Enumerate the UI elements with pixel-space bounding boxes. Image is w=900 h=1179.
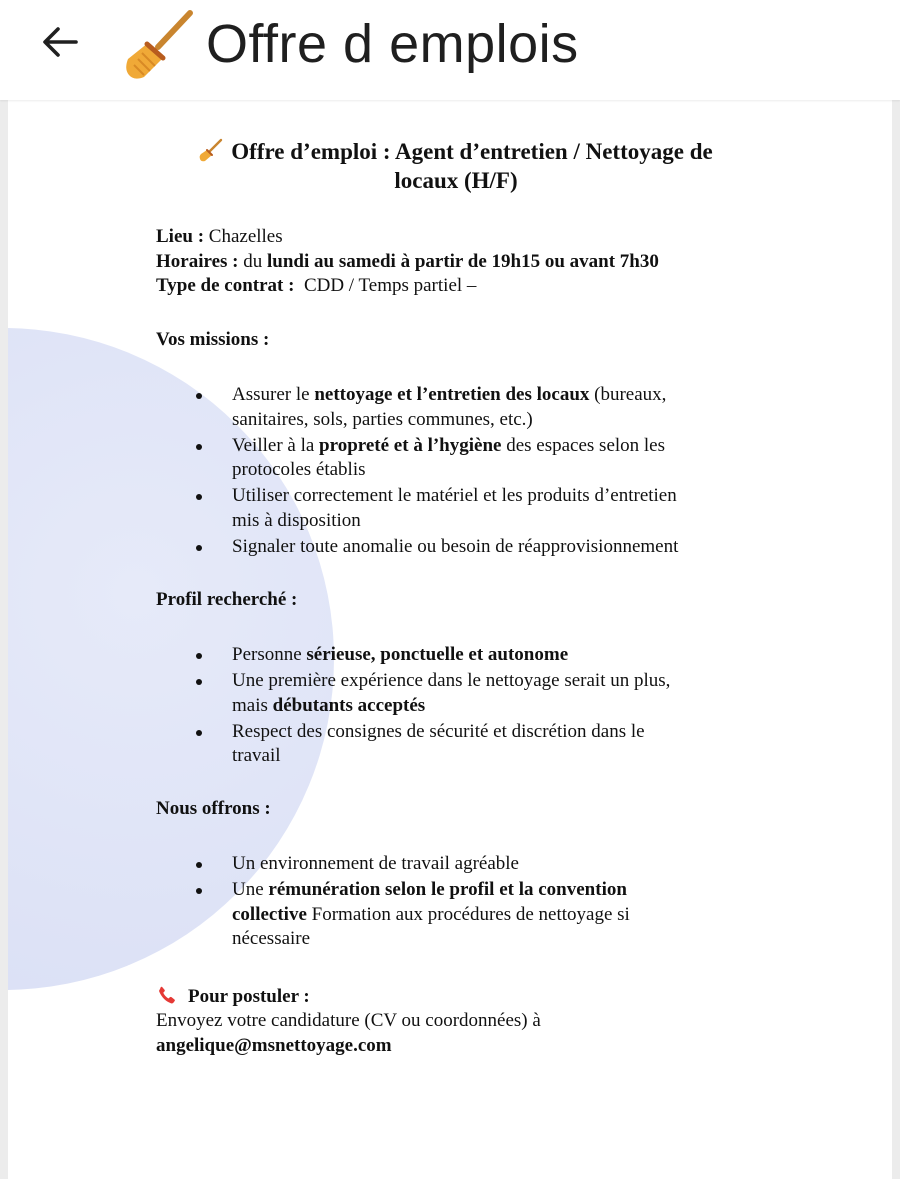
list-item: Utiliser correctement le matériel et les produits d’entretien mis à disposition bbox=[156, 484, 746, 533]
horaires-label: Horaires : bbox=[156, 251, 239, 272]
postuler-text: Envoyez votre candidature (CV ou coordonnées) à bbox=[156, 1010, 541, 1031]
job-offer-document bbox=[8, 100, 892, 1179]
phone-icon bbox=[156, 984, 178, 1006]
back-button[interactable] bbox=[34, 16, 86, 68]
title-line-1: Offre d’emploi : Agent d’entretien / Nettoyage de bbox=[231, 139, 713, 164]
contrat-value: CDD / Temps partiel – bbox=[303, 275, 477, 296]
email-link[interactable]: angelique@msnettoyage.com bbox=[156, 1035, 392, 1056]
broom-icon bbox=[199, 138, 223, 162]
list-item: Un environnement de travail agréable bbox=[156, 852, 746, 877]
lieu-value: Chazelles bbox=[208, 226, 283, 247]
horaires-du: du bbox=[243, 251, 263, 272]
missions-list bbox=[156, 383, 746, 561]
app-title-group bbox=[124, 6, 579, 82]
list-item: Une rémunération selon le profil et la convention collective Formation aux procédures de nettoyage si nécessaire bbox=[156, 878, 746, 952]
lieu-label: Lieu : bbox=[156, 226, 205, 247]
list-item: Une première expérience dans le nettoyage serait un plus, mais débutants acceptés bbox=[156, 669, 746, 718]
contrat-line bbox=[156, 274, 476, 298]
document-title bbox=[156, 137, 756, 195]
list-item: Veiller à la propreté et à l’hygiène des espaces selon les protocoles établis bbox=[156, 434, 746, 483]
arrow-left-icon bbox=[40, 22, 80, 62]
app-bar bbox=[0, 0, 900, 100]
profil-heading: Profil recherché : bbox=[156, 589, 298, 610]
postuler-heading: Pour postuler : bbox=[188, 986, 310, 1007]
horaires-value: lundi au samedi à partir de 19h15 ou avant 7h30 bbox=[267, 251, 659, 272]
broom-icon bbox=[124, 7, 198, 81]
list-item: Assurer le nettoyage et l’entretien des locaux (bureaux, sanitaires, sols, parties communes, etc.) bbox=[156, 383, 746, 432]
list-item: Personne sérieuse, ponctuelle et autonome bbox=[156, 643, 746, 668]
profil-list bbox=[156, 643, 746, 770]
page-title: Offre d emplois bbox=[206, 14, 579, 74]
title-line-2: locaux (H/F) bbox=[394, 168, 518, 193]
contrat-label: Type de contrat : bbox=[156, 275, 295, 296]
document-viewer[interactable] bbox=[8, 100, 892, 1179]
postuler-heading-line bbox=[156, 984, 310, 1009]
missions-heading: Vos missions : bbox=[156, 329, 270, 350]
offre-heading: Nous offrons : bbox=[156, 798, 271, 819]
list-item: Respect des consignes de sécurité et discrétion dans le travail bbox=[156, 720, 746, 769]
lieu-line bbox=[156, 225, 283, 249]
list-item: Signaler toute anomalie ou besoin de réapprovisionnement bbox=[156, 535, 746, 560]
horaires-line bbox=[156, 250, 659, 274]
offre-list bbox=[156, 852, 746, 953]
